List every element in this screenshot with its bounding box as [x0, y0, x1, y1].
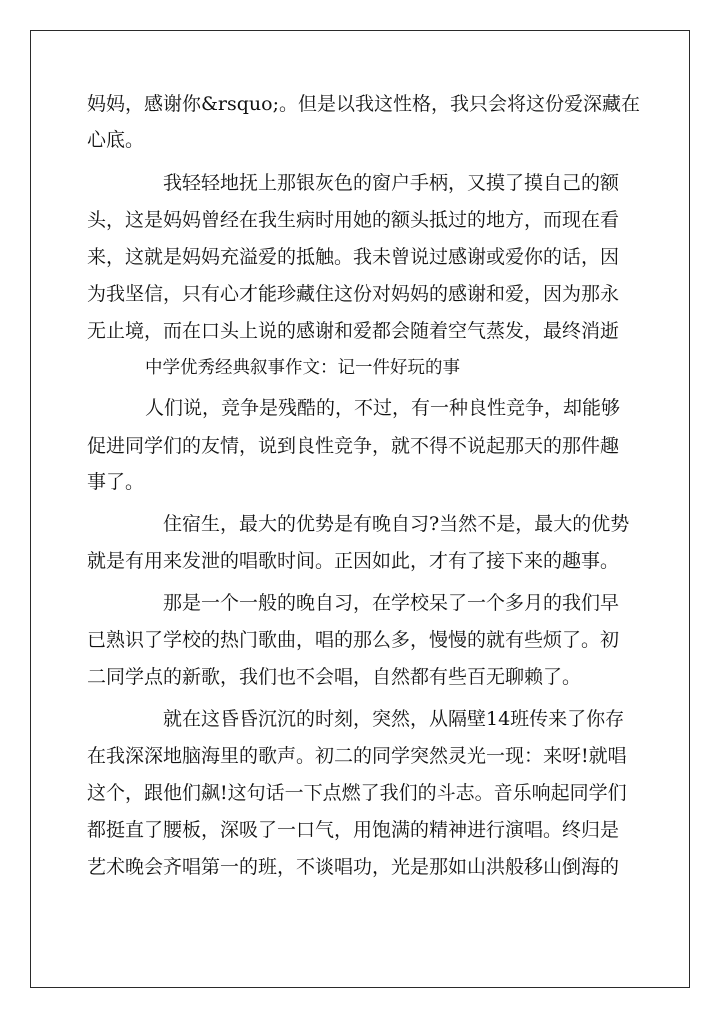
text-line: 促进同学们的友情，说到良性竞争，就不得不说起那天的那件趣: [87, 435, 620, 457]
text-line: 就在这昏昏沉沉的时刻，突然，从隔壁14班传来了你存: [163, 708, 625, 730]
text-line: 无止境，而在口头上说的感谢和爱都会随着空气蒸发，最终消逝: [87, 320, 620, 342]
text-line: 这个，跟他们飙!这句话一下点燃了我们的斗志。音乐响起同学们: [87, 782, 627, 804]
text-line: 人们说，竞争是残酷的，不过，有一种良性竞争，却能够: [145, 397, 621, 419]
text-line: 妈妈，感谢你&rsquo;。但是以我这性格，我只会将这份爱深藏在: [87, 93, 640, 115]
text-line: 就是有用来发泄的唱歌时间。正因如此，才有了接下来的趣事。: [87, 550, 620, 572]
text-line: 已熟识了学校的热门歌曲，唱的那么多，慢慢的就有些烦了。初: [87, 629, 620, 651]
text-line: 在我深深地脑海里的歌声。初二的同学突然灵光一现：来呀!就唱: [87, 745, 627, 767]
text-line: 艺术晚会齐唱第一的班，不谈唱功，光是那如山洪般移山倒海的: [87, 856, 620, 878]
text-line: 我轻轻地抚上那银灰色的窗户手柄，又摸了摸自己的额: [163, 172, 620, 194]
text-line: 事了。: [87, 471, 145, 493]
text-line: 那是一个一般的晚自习，在学校呆了一个多月的我们早: [163, 592, 620, 614]
text-line: 都挺直了腰板，深吸了一口气，用饱满的精神进行演唱。终归是: [87, 819, 620, 841]
text-line: 头，这是妈妈曾经在我生病时用她的额头抵过的地方，而现在看: [87, 209, 620, 231]
text-line: 来，这就是妈妈充溢爱的抵触。我未曾说过感谢或爱你的话，因: [87, 246, 620, 268]
article-title: 中学优秀经典叙事作文：记一件好玩的事: [145, 358, 460, 378]
text-line: 心底。: [87, 129, 145, 151]
text-line: 二同学点的新歌，我们也不会唱，自然都有些百无聊赖了。: [87, 666, 582, 688]
text-line: 为我坚信，只有心才能珍藏住这份对妈妈的感谢和爱，因为那永: [87, 283, 620, 305]
text-line: 住宿生，最大的优势是有晚自习?当然不是，最大的优势: [163, 513, 630, 535]
